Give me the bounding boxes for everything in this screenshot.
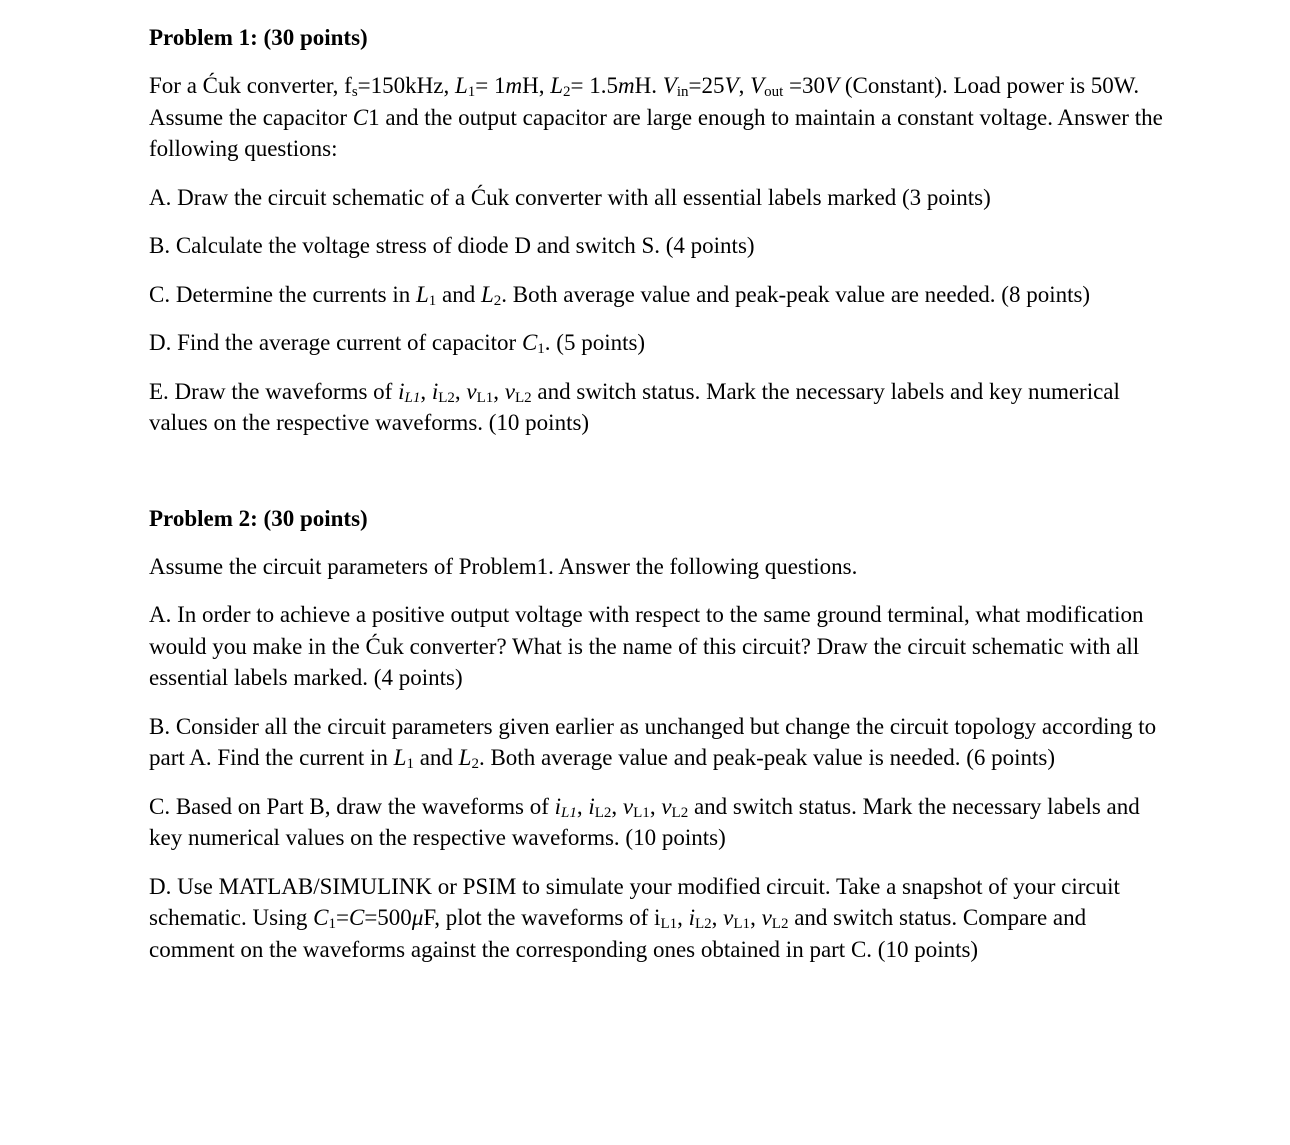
problem-1-question-c: C. Determine the currents in $L_1$ and $L_2$. Both average value and peak-peak value are needed. (8 points) [149,281,1091,309]
problem-1-title: Problem 1: (30 points) [149,25,368,50]
problem-2-question-c: C. Based on Part B, draw the waveforms of $i_{L1}$, $i_{L2}$, $v_{L1}$, $v_{L2}$ and switch status. Mark the necessary labels and key numerical values on the respective waveforms. (10 points) [149,793,1140,850]
problem-1-question-d: D. Find the average current of capacitor $C_1$. (5 points) [149,330,646,357]
problem-1-question-e: E. Draw the waveforms of $i_{L1}$, $i_{L2}$, $v_{L1}$, $v_{L2}$ and switch status. Mark the necessary labels and key numerical values on the respective waveforms. (10 points) [149,378,1120,435]
problem-2-intro: Assume the circuit parameters of Problem1. Answer the following questions. [149,553,858,579]
problem-2 [149,503,1169,966]
problem-2-title: Problem 2: (30 points) [149,505,368,531]
problem-1-intro: For a Ćuk converter, $f_s=150kHz$, $L_1= 1mH$, $L_2= 1.5mH$. $V_{in}=25V$, $V_{out} =30V$ (Constant). Load power is 50W. Assume the capacitor C1 and the output capacitor are large enough to maintain a constant voltage. Answer the following questions: [149,73,1163,161]
problem-1 [149,22,1169,439]
problem-2-question-b: B. Consider all the circuit parameters given earlier as unchanged but change the circuit topology according to part A. Find the current in $L_1$ and $L_2$. Both average value and peak-peak value is needed. (6 points) [149,713,1157,772]
problem-1-question-b: B. Calculate the voltage stress of diode D and switch S. (4 points) [149,233,755,258]
problem-1-question-a: A. Draw the circuit schematic of a Ćuk converter with all essential labels marked (3 points) [149,184,991,210]
problem-2-question-a: A. In order to achieve a positive output voltage with respect to the same ground terminal, what modification would you make in the Ćuk converter? What is the name of this circuit? Draw the circuit schematic with all essential labels marked. (4 points) [149,602,1144,690]
document-page [149,22,1169,965]
problem-2-question-d: D. Use MATLAB/SIMULINK or PSIM to simulate your modified circuit. Take a snapshot of your circuit schematic. Using $C_1=C=500\mu F$, plot the waveforms of $i_{L1}$, $i_{L2}$, $v_{L1}$, $v_{L2}$ and switch status. Compare and comment on the waveforms against the corresponding ones obtained in part C. (10 points) [149,873,1120,962]
